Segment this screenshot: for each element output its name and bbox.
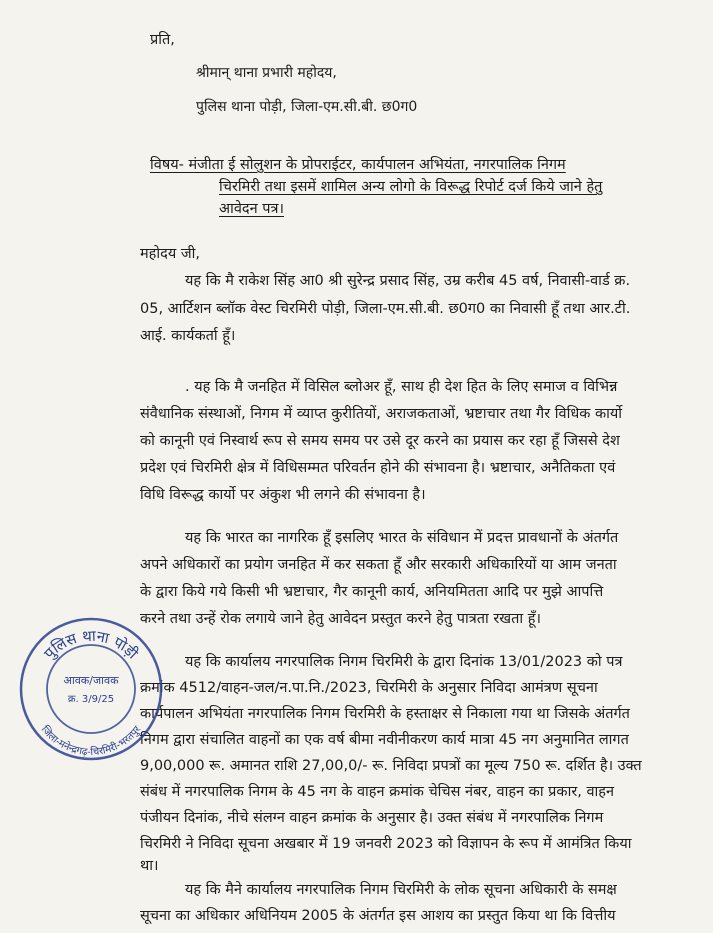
paragraph-3-line: के द्वारा किये गये किसी भी भ्रष्टाचार, गैर कानूनी कार्य, अनियमितता आदि पर मुझे आपत्ति [140,584,604,600]
paragraph-4-line: चिरमिरी ने निविदा सूचना अखबार में 19 जनवरी 2023 को विज्ञापन के रूप में आमंत्रित किया [140,836,632,852]
paragraph-2-line: को कानूनी एवं निस्वार्थ रूप से समय समय पर उसे दूर करने का प्रयास कर रहा हूँ जिससे देश [140,433,620,449]
police-station-stamp [16,614,166,764]
paragraph-4-line: संबंध में नगरपालिक निगम के 45 नग के वाहन क्रमांक चेचिस नंबर, वाहन का प्रकार, वाहन [140,784,615,800]
paragraph-1-line: यह कि मै राकेश सिंह आ0 श्री सुरेन्द्र प्रसाद सिंह, उम्र करीब 45 वर्ष, निवासी-वार्ड क्र. [185,273,631,289]
recipient-line: श्रीमान् थाना प्रभारी महोदय, [196,65,337,81]
paragraph-1-line: 05, आर्टिशन ब्लॉक वेस्ट चिरमिरी पोड़ी, जिला-एम.सी.बी. छ0ग0 का निवासी हूँ तथा आर.टी. [140,301,631,317]
paragraph-4-line: पंजीयन दिनांक, नीचे संलग्न वाहन क्रमांक के अनुसार है। उक्त संबंध में नगरपालिक निगम [140,810,604,826]
salutation: महोदय जी, [140,246,200,262]
address-line: पुलिस थाना पोड़ी, जिला-एम.सी.बी. छ0ग0 [196,99,418,115]
prati-line: प्रति, [150,32,175,48]
stamp-top-text: पुलिस थाना पोड़ी [40,626,142,663]
paragraph-4-line: था। [140,858,159,874]
subject-line-3: आवेदन पत्र। [219,201,284,217]
paragraph-4-line: निगम द्वारा संचालित वाहनों का एक वर्ष बीमा नवीनीकरण कार्य मात्रा 45 नग अनुमानित लागत [140,732,629,748]
subject-line-1: विषय- मंजीता ई सोलुशन के प्रोपराईटर, कार्यपालन अभियंता, नगरपालिक निगम [150,157,566,173]
paragraph-4-line: क्रमांक 4512/वाहन-जल/न.पा.नि./2023, चिरमिरी के अनुसार निविदा आमंत्रण सूचना [140,680,598,696]
paragraph-2-line: . यह कि मै जनहित में विसिल ब्लोअर हूँ, साथ ही देश हित के लिए समाज व विभिन्न [185,379,618,395]
paragraph-2-line: प्रदेश एवं चिरमिरी क्षेत्र में विधिसम्मत परिवर्तन होने की संभावना है। भ्रष्टाचार, अनैतिकता एवं [140,460,616,476]
paragraph-2-line: संवैधानिक संस्थाओं, निगम में व्याप्त कुरीतियों, अराजकताओं, भ्रष्टाचार तथा गैर विधिक कार्यो [140,406,623,422]
stamp-inward-label: आवक/जावक [63,674,119,687]
paragraph-3-line: अपने अधिकारों का प्रयोग जनहित में कर सकता हूँ और सरकारी अधिकारियों या आम जनता [140,557,617,573]
paragraph-3-line: करने तथा उन्हें रोक लगाये जाने हेतु आवेदन प्रस्तुत करने हेतु पात्रता रखता हूँ। [140,611,541,627]
paragraph-2-line: विधि विरूद्ध कार्यो पर अंकुश भी लगने की संभावना है। [140,487,426,503]
paragraph-3-line: यह कि भारत का नागरिक हूँ इसलिए भारत के संविधान में प्रदत्त प्रावधानों के अंतर्गत [185,530,619,546]
paragraph-5-line: यह कि मैने कार्यालय नगरपालिक निगम चिरमिरी के लोक सूचना अधिकारी के समक्ष [185,882,617,898]
paragraph-4-line: कार्यपालन अभियंता नगरपालिक निगम चिरमिरी के हस्ताक्षर से निकाला गया था जिसके अंतर्गत [140,706,630,722]
stamp-bottom-text: जिला-मनेन्द्रगढ़-चिरमिरी-भरतपुर [38,724,144,759]
stamp-inward-number: क्र. 3/9/25 [67,694,115,705]
subject-line-2: चिरमिरी तथा इसमें शामिल अन्य लोगो के विरूद्ध रिपोर्ट दर्ज किये जाने हेतु [219,179,603,195]
paragraph-4-line: यह कि कार्यालय नगरपालिक निगम चिरमिरी के द्वारा दिनांक 13/01/2023 को पत्र [185,654,623,670]
paragraph-5-line: सूचना का अधिकार अधिनियम 2005 के अंतर्गत इस आशय का प्रस्तुत किया था कि वित्तीय [140,908,616,924]
paragraph-4-line: 9,00,000 रू. अमानत राशि 27,00,0/- रू. निविदा प्रपत्रों का मूल्य 750 रू. दर्शित है। उक्त [140,758,642,774]
paragraph-1-line: आई. कार्यकर्ता हूँ। [140,328,236,344]
